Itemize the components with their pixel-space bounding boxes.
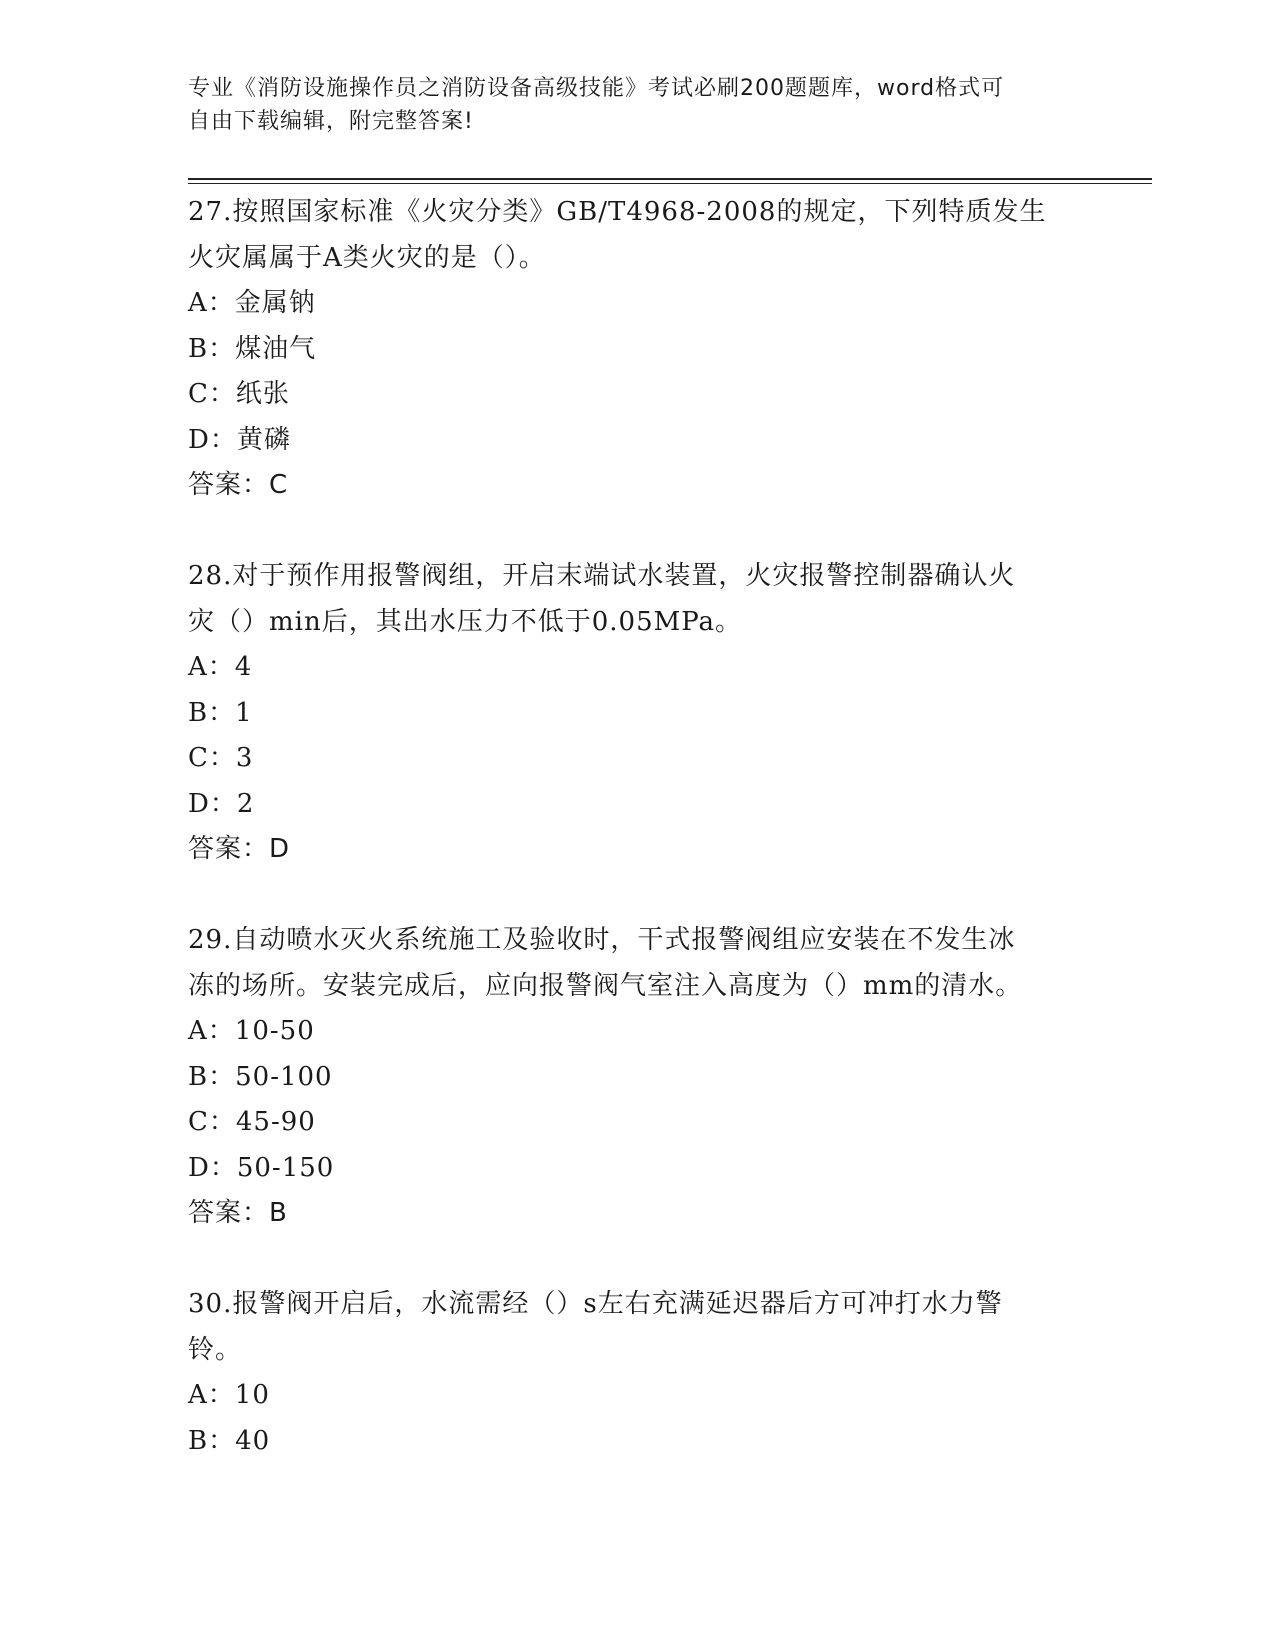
header-line-1: 专业《消防设施操作员之消防设备高级技能》考试必刷200题题库，word格式可: [188, 76, 1005, 101]
question-stem-line: 火灾属属于A类火灾的是（）。: [188, 242, 546, 273]
question-stem-line: 冻的场所。安装完成后，应向报警阀气室注入高度为（）mm的清水。: [188, 970, 1023, 1001]
question-stem-line: 29.自动喷水灭火系统施工及验收时，干式报警阀组应安装在不发生冰: [188, 925, 1016, 955]
question-28: [188, 554, 1088, 873]
question-stem-line: 28.对于预作用报警阀组，开启末端试水装置，火灾报警控制器确认火: [188, 561, 1016, 591]
question-29: [188, 918, 1088, 1237]
header-line-2: 自由下载编辑，附完整答案!: [188, 109, 474, 134]
question-list: [188, 190, 1088, 1464]
question-stem-line: 灾（）min后，其出水压力不低于0.05MPa。: [188, 606, 743, 637]
question-spacer: [188, 509, 1088, 555]
question-stem-line: 27.按照国家标准《火灾分类》GB/T4968-2008的规定，下列特质发生: [188, 197, 1047, 227]
answer-line: 答案：D: [188, 834, 291, 864]
question-stem-line: 铃。: [188, 1334, 243, 1365]
option-d: D：2: [188, 788, 255, 819]
option-c: C：3: [188, 743, 254, 773]
option-d: D：50-150: [188, 1152, 335, 1183]
answer-line: 答案：C: [188, 470, 289, 500]
question-stem-line: 30.报警阀开启后，水流需经（）s左右充满延迟器后方可冲打水力警: [188, 1289, 1003, 1319]
document-header: [188, 72, 1088, 138]
question-spacer: [188, 1237, 1088, 1283]
option-b: B：煤油气: [188, 333, 317, 364]
option-c: C：纸张: [188, 379, 290, 409]
option-c: C：45-90: [188, 1107, 316, 1137]
header-divider-thin: [188, 183, 1152, 184]
option-a: A：4: [188, 652, 253, 682]
header-divider-thick: [188, 178, 1152, 180]
question-27: [188, 190, 1088, 509]
option-d: D：黄磷: [188, 424, 291, 455]
option-b: B：1: [188, 697, 253, 728]
option-b: B：40: [188, 1425, 271, 1456]
option-b: B：50-100: [188, 1061, 333, 1092]
option-a: A：金属钠: [188, 288, 316, 318]
option-a: A：10: [188, 1380, 270, 1410]
answer-line: 答案：B: [188, 1198, 288, 1228]
option-a: A：10-50: [188, 1016, 315, 1046]
question-spacer: [188, 873, 1088, 919]
question-30: [188, 1282, 1088, 1464]
